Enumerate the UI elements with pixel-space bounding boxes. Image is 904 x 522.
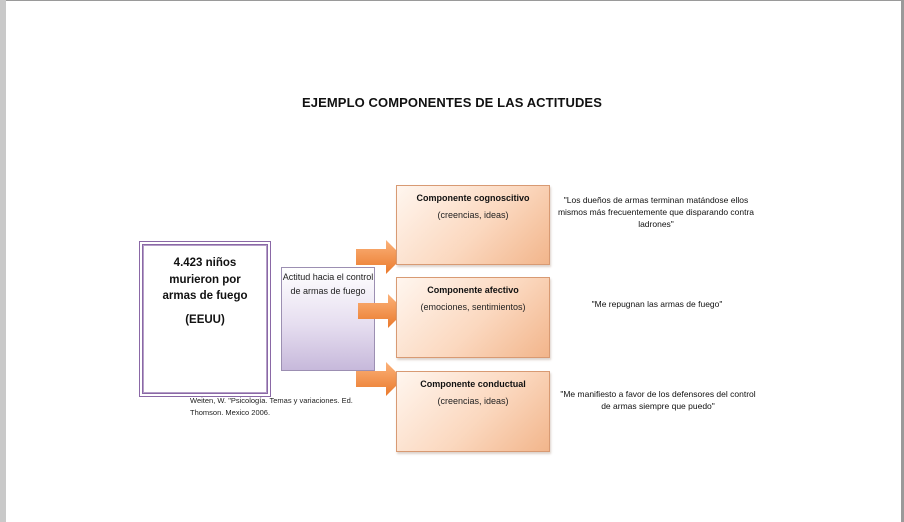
component-title: Componente afectivo	[427, 285, 519, 295]
quote-affective: "Me repugnan las armas de fuego"	[591, 299, 723, 309]
page-left-margin	[0, 0, 6, 522]
fact-box	[139, 241, 271, 397]
citation: Weiten, W. "Psicología. Temas y variaciones. Ed. Thomson. Mexico 2006.	[190, 396, 353, 417]
component-subtitle: (creencias, ideas)	[437, 210, 509, 220]
quote-behavioral: "Me manifiesto a favor de los defensores del control de armas siempre que puedo"	[560, 389, 756, 411]
component-box-behavioral	[396, 371, 550, 452]
component-box-cognitive	[396, 185, 550, 265]
fact-subtext: (EEUU)	[185, 313, 225, 326]
component-subtitle: (emociones, sentimientos)	[420, 302, 526, 312]
attitude-box: Actitud hacia el control de armas de fuego	[281, 267, 375, 371]
fact-text: 4.423 niños murieron por armas de fuego	[162, 257, 248, 302]
page-top-border	[0, 0, 904, 1]
component-title: Componente conductual	[420, 379, 526, 389]
page-title: EJEMPLO COMPONENTES DE LAS ACTITUDES	[302, 95, 602, 110]
component-subtitle: (creencias, ideas)	[437, 396, 509, 406]
component-title: Componente cognoscitivo	[416, 193, 530, 203]
component-box-affective	[396, 277, 550, 358]
quote-cognitive: "Los dueños de armas terminan matándose ellos mismos más frecuentemente que disparando contra ladrones"	[557, 195, 755, 229]
